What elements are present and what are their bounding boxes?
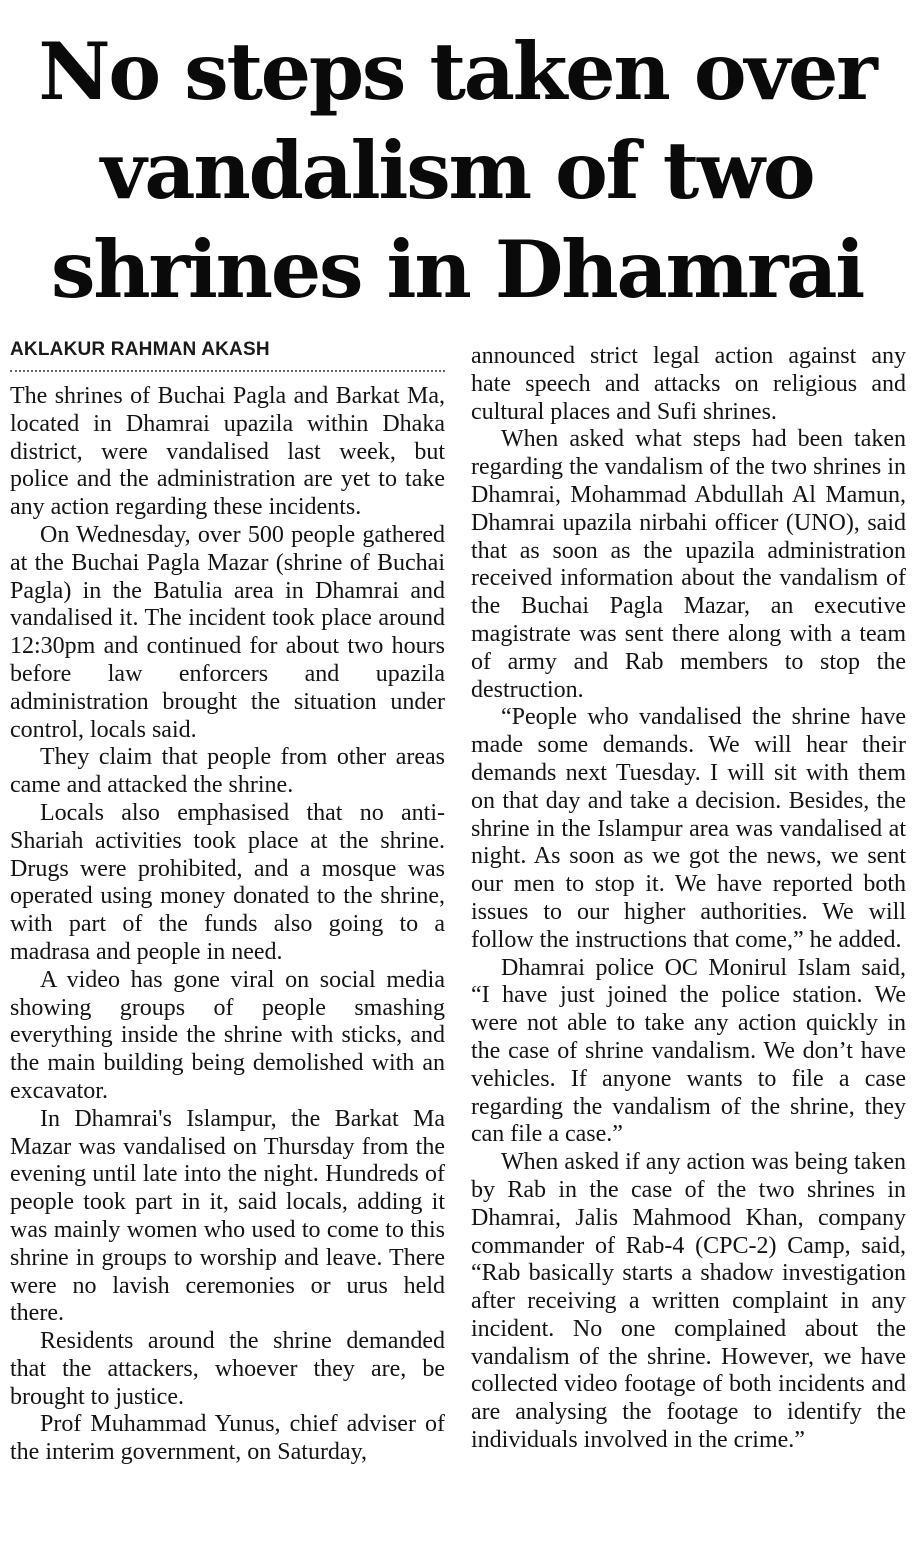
article-body <box>10 338 906 1543</box>
paragraph: On Wednesday, over 500 people gathered at the Buchai Pagla Mazar (shrine of Buchai Pagla) in the Batulia area in Dhamrai and vandalised it. The incident took place around 12:30pm and continued for about two hours before law enforcers and upazila administration brought the situation under control, locals said. <box>10 521 445 743</box>
paragraph: “People who vandalised the shrine have made some demands. We will hear their demands next Tuesday. I will sit with them on that day and take a decision. Besides, the shrine in the Islampur area was vandalised at night. As soon as we got the news, we sent our men to stop it. We have reported both issues to our higher authorities. We will follow the instructions that come,” he added. <box>471 704 906 953</box>
paragraph: When asked what steps had been taken regarding the vandalism of the two shrines in Dhamrai, Mohammad Abdullah Al Mamun, Dhamrai upazila nirbahi officer (UNO), said that as soon as the upazila administration received information about the vandalism of the Buchai Pagla Mazar, an executive magistrate was sent there along with a team of army and Rab members to stop the destruction. <box>471 426 906 703</box>
paragraph: Residents around the shrine demanded that the attackers, whoever they are, be brought to justice. <box>10 1328 445 1410</box>
paragraph: They claim that people from other areas came and attacked the shrine. <box>10 744 445 799</box>
paragraph: Prof Muhammad Yunus, chief adviser of the interim government, on Saturday, <box>10 1411 445 1466</box>
headline <box>9 0 905 319</box>
paragraph: announced strict legal action against any hate speech and attacks on religious and cultural places and Sufi shrines. <box>471 343 906 425</box>
paragraph: Dhamrai police OC Monirul Islam said, “I have just joined the police station. We were not able to take any action quickly in the case of shrine vandalism. We don’t have vehicles. If anyone wants to file a case regarding the vandalism of the shrine, they can file a case.” <box>471 954 906 1148</box>
byline: AKLAKUR RAHMAN AKASH <box>10 338 445 372</box>
paragraph: In Dhamrai's Islampur, the Barkat Ma Mazar was vandalised on Thursday from the evening until late into the night. Hundreds of people took part in it, said locals, adding it was mainly women who used to come to this shrine in groups to worship and leave. There were no lavish ceremonies or urus held there. <box>10 1105 445 1327</box>
headline-line: No steps taken over <box>38 25 876 118</box>
headline-line: vandalism of two <box>100 124 814 217</box>
left-column <box>10 338 445 1467</box>
paragraph: The shrines of Buchai Pagla and Barkat Ma, located in Dhamrai upazila within Dhaka district, were vandalised last week, but police and the administration are yet to take any action regarding these incidents. <box>10 383 445 521</box>
paragraph: When asked if any action was being taken by Rab in the case of the two shrines in Dhamrai, Jalis Mahmood Khan, company commander of Rab-4 (CPC-2) Camp, said, “Rab basically starts a shadow investigation after receiving a written complaint in any incident. No one complained about the vandalism of the shrine. However, we have collected video footage of both incidents and are analysing the footage to identify the individuals involved in the crime.” <box>471 1149 906 1454</box>
paragraph: Locals also emphasised that no anti-Shariah activities took place at the shrine. Drugs were prohibited, and a mosque was operated using money donated to the shrine, with part of the funds also going to a madrasa and people in need. <box>10 799 445 965</box>
headline-line: shrines in Dhamrai <box>50 223 864 316</box>
paragraph: A video has gone viral on social media showing groups of people smashing everything inside the shrine with sticks, and the main building being demolished with an excavator. <box>10 966 445 1104</box>
right-column <box>471 343 906 1455</box>
